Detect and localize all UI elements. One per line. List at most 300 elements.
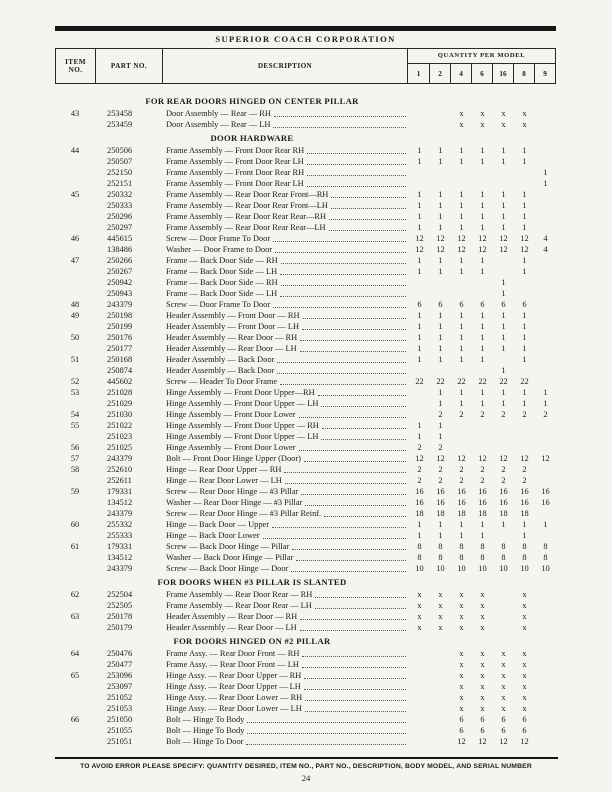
item-number-cell (55, 681, 95, 692)
quantity-cell: 12 (436, 234, 445, 243)
item-number-cell: 55 (70, 421, 80, 430)
quantity-cell (535, 611, 556, 622)
quantity-cell (493, 442, 514, 453)
description-cell (161, 211, 409, 222)
description-cell (161, 189, 409, 200)
quantity-cell: x (459, 109, 464, 118)
page-title: SUPERIOR COACH CORPORATION (215, 34, 396, 44)
quantity-cell: x (522, 649, 527, 658)
quantity-cell (409, 108, 430, 119)
description-text: Hinge Assembly — Front Door Upper — RH (166, 421, 319, 430)
quantity-cell (409, 178, 430, 189)
item-number-cell (55, 508, 95, 519)
item-number-cell: 46 (70, 234, 80, 243)
quantity-cell: 2 (438, 465, 443, 474)
table-row (55, 508, 556, 519)
quantity-cell: 6 (459, 715, 464, 724)
quantity-cell: x (417, 590, 422, 599)
quantity-cell (493, 167, 514, 178)
dotted-leader (281, 285, 406, 286)
item-number-cell (55, 703, 95, 714)
quantity-cell: 1 (501, 289, 506, 298)
description-text: Header Assembly — Front Door — LH (166, 322, 300, 331)
item-number-cell (55, 622, 95, 633)
description-cell (161, 497, 409, 508)
table-row (55, 464, 556, 475)
quantity-cell: 1 (438, 256, 443, 265)
description-text: Frame Assembly — Rear Door Rear Rear—LH (166, 223, 326, 232)
quantity-cell: 1 (543, 399, 548, 408)
quantity-cell: 16 (457, 487, 466, 496)
quantity-cell: 1 (459, 322, 464, 331)
part-number-cell: 250333 (107, 201, 133, 210)
quantity-cell: 1 (417, 355, 422, 364)
quantity-cell: 22 (457, 377, 466, 386)
dotted-leader (331, 197, 406, 198)
dotted-leader (302, 329, 406, 330)
quantity-cell: x (480, 109, 485, 118)
page-content (55, 26, 556, 747)
dotted-leader (300, 619, 406, 620)
item-number-cell: 65 (70, 671, 80, 680)
quantity-cell: 6 (480, 726, 485, 735)
quantity-cell: x (480, 704, 485, 713)
quantity-cell: 12 (436, 454, 445, 463)
description-text: Header Assembly — Rear Door — RH (166, 612, 298, 621)
quantity-cell: x (480, 660, 485, 669)
quantity-cell (451, 167, 472, 178)
table-row (55, 692, 556, 703)
dotted-leader (315, 597, 406, 598)
dotted-leader (277, 362, 406, 363)
dotted-leader (304, 461, 406, 462)
quantity-cell (472, 288, 493, 299)
quantity-cell (535, 255, 556, 266)
model-columns (408, 64, 555, 83)
description-cell (161, 431, 409, 442)
quantity-cell: 2 (438, 410, 443, 419)
quantity-cell: x (501, 682, 506, 691)
table-row (55, 541, 556, 552)
table-row (55, 167, 556, 178)
dotted-leader (304, 689, 406, 690)
description-text: Header Assembly — Back Door (166, 355, 275, 364)
table-row (55, 266, 556, 277)
description-text: Screw — Header To Door Frame (166, 377, 278, 386)
part-number-cell: 251029 (107, 399, 133, 408)
quantity-cell (409, 714, 430, 725)
quantity-cell: 1 (480, 190, 485, 199)
item-number-cell (55, 497, 95, 508)
quantity-cell: 8 (522, 553, 527, 562)
quantity-cell (535, 736, 556, 747)
part-number-cell: 251051 (107, 737, 133, 746)
quantity-cell (493, 589, 514, 600)
quantity-cell: 1 (501, 399, 506, 408)
description-cell (161, 332, 409, 343)
description-cell (161, 420, 409, 431)
item-number-cell: 66 (70, 715, 80, 724)
table-row (55, 725, 556, 736)
part-number-cell: 243379 (107, 454, 133, 463)
top-rule (55, 26, 556, 31)
description-cell (161, 233, 409, 244)
description-cell (161, 376, 409, 387)
quantity-cell (430, 725, 451, 736)
dotted-leader (299, 417, 406, 418)
quantity-cell: 6 (501, 300, 506, 309)
quantity-cell: 12 (415, 234, 424, 243)
quantity-cell: 18 (499, 509, 508, 518)
description-text: Screw — Door Frame To Door (166, 300, 271, 309)
description-text: Frame Assembly — Rear Door Rear — LH (166, 601, 312, 610)
quantity-cell (430, 119, 451, 130)
item-number-cell: 45 (70, 190, 80, 199)
quantity-cell: 1 (459, 311, 464, 320)
table-row (55, 108, 556, 119)
quantity-cell: 6 (438, 300, 443, 309)
quantity-cell: 2 (438, 443, 443, 452)
description-cell (161, 648, 409, 659)
quantity-cell (472, 277, 493, 288)
description-cell (161, 563, 409, 574)
quantity-cell (493, 178, 514, 189)
description-cell (161, 611, 409, 622)
quantity-cell: 1 (480, 157, 485, 166)
item-number-cell (55, 736, 95, 747)
dotted-leader (274, 116, 406, 117)
quantity-cell: 1 (501, 223, 506, 232)
quantity-cell: 6 (459, 300, 464, 309)
description-text: Screw — Door Frame To Door (166, 234, 271, 243)
quantity-cell: x (480, 623, 485, 632)
dotted-leader (280, 384, 406, 385)
quantity-cell: 1 (438, 421, 443, 430)
quantity-cell: 1 (543, 179, 548, 188)
description-text: Hinge Assembly — Front Door Upper — LH (166, 432, 319, 441)
description-cell (161, 398, 409, 409)
quantity-cell: 1 (480, 223, 485, 232)
quantity-cell: 2 (501, 465, 506, 474)
part-number-cell: 250198 (107, 311, 133, 320)
quantity-cell: x (480, 649, 485, 658)
description-cell (161, 178, 409, 189)
description-text: Hinge Assy. — Rear Door Upper — LH (166, 682, 301, 691)
item-number-cell (55, 600, 95, 611)
description-text: Washer — Door Frame to Door (166, 245, 273, 254)
quantity-cell: 1 (459, 212, 464, 221)
quantity-cell (535, 299, 556, 310)
item-number-cell (55, 200, 95, 211)
quantity-cell: 1 (522, 399, 527, 408)
dotted-leader (280, 296, 406, 297)
table-row (55, 387, 556, 398)
quantity-cell (535, 310, 556, 321)
quantity-cell: 1 (459, 157, 464, 166)
quantity-cell: 1 (417, 421, 422, 430)
quantity-cell: 8 (543, 542, 548, 551)
model-column-label: 9 (534, 64, 555, 83)
quantity-cell: 1 (522, 388, 527, 397)
quantity-cell: x (480, 590, 485, 599)
part-number-cell: 252504 (107, 590, 133, 599)
table-row (55, 277, 556, 288)
quantity-cell: 1 (438, 355, 443, 364)
part-number-cell: 250297 (107, 223, 133, 232)
dotted-leader (307, 164, 406, 165)
dotted-leader (305, 700, 406, 701)
quantity-cell (430, 277, 451, 288)
quantity-cell: x (501, 649, 506, 658)
dotted-leader (300, 340, 406, 341)
quantity-cell: 6 (522, 300, 527, 309)
part-number-cell: 252151 (107, 179, 133, 188)
description-text: Screw — Rear Door Hinge — #3 Pillar (166, 487, 299, 496)
quantity-cell: 1 (480, 256, 485, 265)
quantity-cell: x (438, 612, 443, 621)
item-number-cell: 53 (70, 388, 80, 397)
quantity-cell: 2 (501, 410, 506, 419)
quantity-cell: 12 (457, 737, 466, 746)
table-row (55, 409, 556, 420)
item-number-cell: 48 (70, 300, 80, 309)
column-header-description: DESCRIPTION (163, 49, 408, 83)
part-number-cell: 255333 (107, 531, 133, 540)
table-row (55, 321, 556, 332)
part-number-cell: 250178 (107, 612, 133, 621)
description-text: Door Assembly — Rear — LH (166, 120, 271, 129)
quantity-cell: 8 (480, 542, 485, 551)
quantity-cell: 1 (522, 256, 527, 265)
table-row (55, 486, 556, 497)
quantity-cell: 12 (541, 454, 550, 463)
description-cell (161, 442, 409, 453)
part-number-cell: 179331 (107, 487, 133, 496)
part-number-cell: 251022 (107, 421, 133, 430)
dotted-leader (315, 608, 406, 609)
quantity-cell (535, 530, 556, 541)
part-number-cell: 250296 (107, 212, 133, 221)
description-text: Screw — Back Door Hinge — Door (166, 564, 289, 573)
item-number-cell (55, 167, 95, 178)
item-number-cell: 56 (70, 443, 80, 452)
item-number-cell (55, 431, 95, 442)
part-number-cell: 251028 (107, 388, 133, 397)
item-number-cell (55, 222, 95, 233)
quantity-cell: x (501, 109, 506, 118)
quantity-cell: x (480, 120, 485, 129)
item-number-cell (55, 277, 95, 288)
table-row (55, 703, 556, 714)
part-number-cell: 250874 (107, 366, 133, 375)
quantity-cell: 12 (457, 245, 466, 254)
item-number-cell: 63 (70, 612, 80, 621)
table-row (55, 442, 556, 453)
description-text: Frame Assembly — Rear Door Rear — RH (166, 590, 313, 599)
quantity-cell: 8 (501, 542, 506, 551)
table-row (55, 714, 556, 725)
description-text: Hinge Assembly — Front Door Lower (166, 410, 296, 419)
table-row (55, 332, 556, 343)
quantity-cell: 22 (520, 377, 529, 386)
quantity-cell: 1 (459, 267, 464, 276)
table-row (55, 497, 556, 508)
description-cell (161, 464, 409, 475)
table-row (55, 354, 556, 365)
description-text: Hinge Assy. — Rear Door Lower — LH (166, 704, 302, 713)
quantity-cell: 16 (499, 498, 508, 507)
quantity-cell (472, 431, 493, 442)
description-text: Frame Assy. — Rear Door Front — LH (166, 660, 299, 669)
quantity-cell (493, 530, 514, 541)
quantity-cell (535, 108, 556, 119)
description-cell (161, 589, 409, 600)
dotted-leader (272, 527, 406, 528)
table-row (55, 519, 556, 530)
quantity-cell: 22 (436, 377, 445, 386)
quantity-cell: 8 (480, 553, 485, 562)
quantity-cell: x (459, 120, 464, 129)
quantity-cell (535, 714, 556, 725)
quantity-cell: 1 (417, 520, 422, 529)
quantity-cell: 1 (480, 399, 485, 408)
dotted-leader (307, 175, 406, 176)
quantity-cell: x (501, 704, 506, 713)
description-cell (161, 541, 409, 552)
description-cell (161, 145, 409, 156)
quantity-cell: 1 (543, 388, 548, 397)
quantity-cell: 1 (417, 201, 422, 210)
item-number-cell (55, 211, 95, 222)
part-number-cell: 251055 (107, 726, 133, 735)
quantity-cell: x (459, 649, 464, 658)
quantity-cell: 2 (501, 476, 506, 485)
quantity-cell: 2 (522, 476, 527, 485)
part-number-cell: 250477 (107, 660, 133, 669)
quantity-cell (535, 442, 556, 453)
quantity-cell: 1 (501, 157, 506, 166)
part-number-cell: 252150 (107, 168, 133, 177)
description-text: Bolt — Hinge To Body (166, 715, 245, 724)
part-number-cell: 243379 (107, 509, 133, 518)
quantity-cell: 1 (522, 223, 527, 232)
quantity-cell: 12 (520, 454, 529, 463)
dotted-leader (300, 630, 406, 631)
quantity-cell: 18 (436, 509, 445, 518)
quantity-cell: 1 (522, 344, 527, 353)
table-row (55, 420, 556, 431)
quantity-cell (430, 703, 451, 714)
quantity-cell: x (522, 120, 527, 129)
table-row (55, 611, 556, 622)
quantity-cell: x (459, 660, 464, 669)
dotted-leader (301, 494, 406, 495)
quantity-cell: 2 (480, 410, 485, 419)
quantity-cell (535, 145, 556, 156)
dotted-leader (321, 406, 406, 407)
quantity-cell: 2 (543, 410, 548, 419)
quantity-cell: 1 (480, 146, 485, 155)
table-row (55, 310, 556, 321)
quantity-cell: 12 (457, 454, 466, 463)
description-text: Frame — Back Door Side — RH (166, 256, 278, 265)
quantity-cell (535, 376, 556, 387)
description-text: Hinge Assembly — Front Door Upper—RH (166, 388, 315, 397)
quantity-cell: 1 (480, 355, 485, 364)
table-row (55, 255, 556, 266)
quantity-cell: 1 (459, 344, 464, 353)
quantity-cell: x (501, 660, 506, 669)
quantity-cell: 16 (478, 498, 487, 507)
description-text: Frame Assembly — Rear Door Rear Rear—RH (166, 212, 327, 221)
table-row (55, 398, 556, 409)
quantity-cell (430, 178, 451, 189)
quantity-cell (535, 365, 556, 376)
quantity-cell: 1 (459, 223, 464, 232)
quantity-cell: x (438, 590, 443, 599)
quantity-cell: x (438, 623, 443, 632)
quantity-cell (535, 211, 556, 222)
quantity-cell: 1 (438, 531, 443, 540)
quantity-cell (451, 277, 472, 288)
quantity-cell: x (522, 660, 527, 669)
dotted-leader (263, 538, 407, 539)
quantity-cell: 16 (436, 487, 445, 496)
quantity-cell: 1 (459, 388, 464, 397)
quantity-cell (430, 714, 451, 725)
table-row (55, 530, 556, 541)
table-row (55, 145, 556, 156)
quantity-cell: 1 (417, 157, 422, 166)
table-row (55, 589, 556, 600)
quantity-cell (535, 156, 556, 167)
item-number-cell: 51 (70, 355, 80, 364)
description-cell (161, 354, 409, 365)
quantity-cell (535, 332, 556, 343)
quantity-cell: 12 (415, 245, 424, 254)
part-number-cell: 250176 (107, 333, 133, 342)
quantity-cell (430, 365, 451, 376)
dotted-leader (307, 186, 406, 187)
quantity-cell (430, 648, 451, 659)
item-number-cell (55, 725, 95, 736)
item-number-cell: 58 (70, 465, 80, 474)
quantity-cell: x (522, 601, 527, 610)
quantity-cell (451, 365, 472, 376)
item-number-cell (55, 398, 95, 409)
item-number-cell (55, 244, 95, 255)
quantity-cell: 1 (501, 190, 506, 199)
description-text: Hinge Assy. — Rear Door Upper — RH (166, 671, 302, 680)
quantity-cell: 1 (480, 333, 485, 342)
quantity-cell (535, 119, 556, 130)
quantity-cell (430, 670, 451, 681)
dotted-leader (302, 656, 406, 657)
item-number-cell (55, 156, 95, 167)
item-number-cell (55, 475, 95, 486)
description-text: Frame Assy. — Rear Door Front — RH (166, 649, 300, 658)
description-cell (161, 725, 409, 736)
quantity-cell (535, 464, 556, 475)
quantity-cell: 18 (415, 509, 424, 518)
section-title: DOOR HARDWARE (210, 133, 294, 143)
description-text: Washer — Rear Door Hinge — #3 Pillar (166, 498, 303, 507)
quantity-cell: 1 (417, 223, 422, 232)
quantity-cell (451, 442, 472, 453)
footer-note: TO AVOID ERROR PLEASE SPECIFY: QUANTITY DESIRED, ITEM NO., PART NO., DESCRIPTION, BODY MODEL, AND SERIAL NUMBER (80, 763, 532, 770)
item-number-cell: 59 (70, 487, 80, 496)
quantity-cell: 6 (459, 726, 464, 735)
